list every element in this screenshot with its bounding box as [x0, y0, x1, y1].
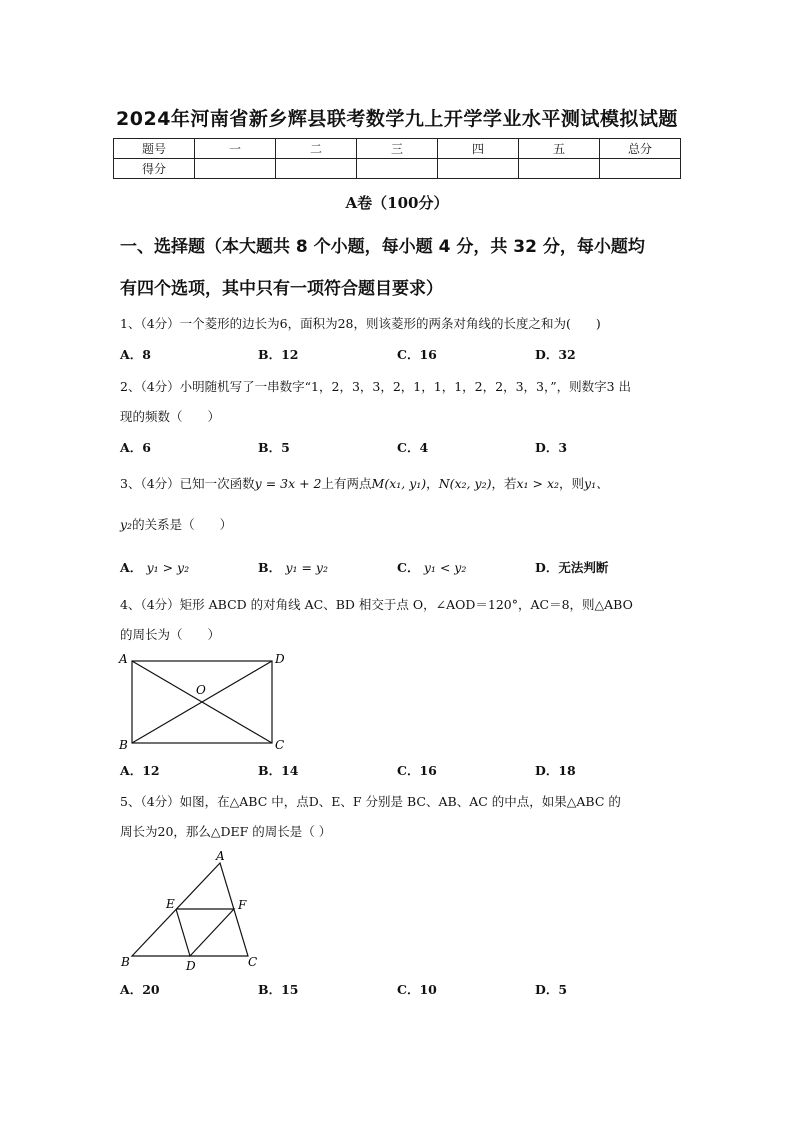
score-cell [195, 159, 276, 179]
score-row-label: 得分 [114, 159, 195, 179]
q3-condition: x₁ > x₂ [516, 476, 560, 491]
q5-option-d: D．5 [535, 982, 568, 997]
q4-option-c: C．16 [397, 763, 437, 778]
score-cell [600, 159, 681, 179]
score-header-cell: 总分 [600, 139, 681, 159]
triangle-def [176, 909, 234, 956]
section-heading: A卷（100分） [345, 194, 449, 212]
score-header-cell: 四 [438, 139, 519, 159]
question-4-line2: 的周长为（ ） [120, 627, 221, 642]
q2-option-a: A．6 [120, 440, 151, 455]
score-cell [438, 159, 519, 179]
label-f: F [238, 898, 247, 912]
score-header-cell: 三 [357, 139, 438, 159]
score-cell [357, 159, 438, 179]
q3-function: y = 3x + 2 [254, 476, 322, 491]
score-table-score-row [114, 159, 681, 179]
q3-y1: y₁、 [584, 476, 609, 491]
q1-option-b: B．12 [258, 347, 299, 362]
label-a: A [216, 849, 225, 863]
q3-option-b-label: B． [258, 560, 282, 575]
score-header-cell: 五 [519, 139, 600, 159]
q5-option-a: A．20 [120, 982, 160, 997]
question-2-line1: 2、（4分）小明随机写了一串数字“1，2，3，3，2，1，1，1，2，2，3，3，”，则数字3 出 [120, 379, 632, 394]
question-3-line1: 3、（4分）已知一次函数y = 3x + 2上有两点M(x₁, y₁)，N(x₂, y₂)，若x₁ > x₂，则y₁、 [120, 476, 609, 491]
q4-option-d: D．18 [535, 763, 576, 778]
q3-option-c-label: C． [397, 560, 420, 575]
q3-cond-prefix: ，若 [491, 476, 517, 491]
triangle-figure [112, 846, 272, 974]
q3-mid: 上有两点 [321, 476, 372, 491]
question-1-text: 1、（4分）一个菱形的边长为6，面积为28，则该菱形的两条对角线的长度之和为( ) [120, 316, 601, 331]
label-a: A [119, 652, 128, 666]
score-cell [276, 159, 357, 179]
part-title-line1: 一、选择题（本大题共 8 个小题，每小题 4 分，共 32 分，每小题均 [120, 237, 645, 257]
label-o: O [196, 683, 206, 697]
q3-option-a [120, 558, 189, 576]
score-table-header-row [114, 139, 681, 159]
label-d: D [275, 652, 285, 666]
part-title-line2: 有四个选项，其中只有一项符合题目要求） [120, 279, 443, 299]
label-b: B [121, 955, 130, 969]
q1-option-d: D．32 [535, 347, 576, 362]
q5-option-b: B．15 [258, 982, 299, 997]
q3-y2: y₂ [120, 517, 133, 532]
q3-option-b-math: y₁ = y₂ [285, 560, 329, 575]
q4-option-b: B．14 [258, 763, 299, 778]
q3-option-d: D．无法判断 [535, 560, 609, 575]
rectangle-figure [112, 648, 302, 754]
label-b: B [119, 738, 128, 752]
q2-option-b: B．5 [258, 440, 290, 455]
label-d: D [186, 959, 196, 973]
label-c: C [248, 955, 258, 969]
label-e: E [166, 897, 175, 911]
q3-line2-text: 的关系是（ ） [132, 517, 233, 532]
q3-prefix: 3、（4分）已知一次函数 [120, 476, 255, 491]
score-header-cell: 一 [195, 139, 276, 159]
question-5-line2: 周长为20，那么△DEF 的周长是（ ） [120, 824, 332, 839]
q3-option-b [258, 558, 328, 576]
q4-option-a: A．12 [120, 763, 160, 778]
score-table [113, 138, 681, 179]
question-3-line2 [120, 515, 680, 533]
score-header-cell: 题号 [114, 139, 195, 159]
q3-option-c-math: y₁ < y₂ [423, 560, 467, 575]
q3-point-n: N(x₂, y₂) [438, 476, 492, 491]
q3-option-c [397, 558, 466, 576]
q1-option-c: C．16 [397, 347, 437, 362]
q2-option-d: D．3 [535, 440, 568, 455]
q5-option-c: C．10 [397, 982, 437, 997]
q1-option-a: A．8 [120, 347, 151, 362]
question-2-line2: 现的频数（ ） [120, 409, 221, 424]
label-c: C [275, 738, 285, 752]
score-cell [519, 159, 600, 179]
q3-tail: ，则 [559, 476, 585, 491]
q2-option-c: C．4 [397, 440, 429, 455]
exam-title: 2024年河南省新乡辉县联考数学九上开学学业水平测试模拟试题 [116, 108, 678, 130]
question-5-line1: 5、（4分）如图，在△ABC 中，点D、E、F 分别是 BC、AB、AC 的中点，如果△ABC 的 [120, 794, 621, 809]
q3-option-a-label: A． [120, 560, 143, 575]
q3-point-m: M(x₁, y₁) [371, 476, 427, 491]
q3-option-a-math: y₁ > y₂ [146, 560, 190, 575]
score-header-cell: 二 [276, 139, 357, 159]
question-4-line1: 4、（4分）矩形 ABCD 的对角线 AC、BD 相交于点 O，∠AOD＝120°，AC＝8，则△ABO [120, 597, 633, 612]
